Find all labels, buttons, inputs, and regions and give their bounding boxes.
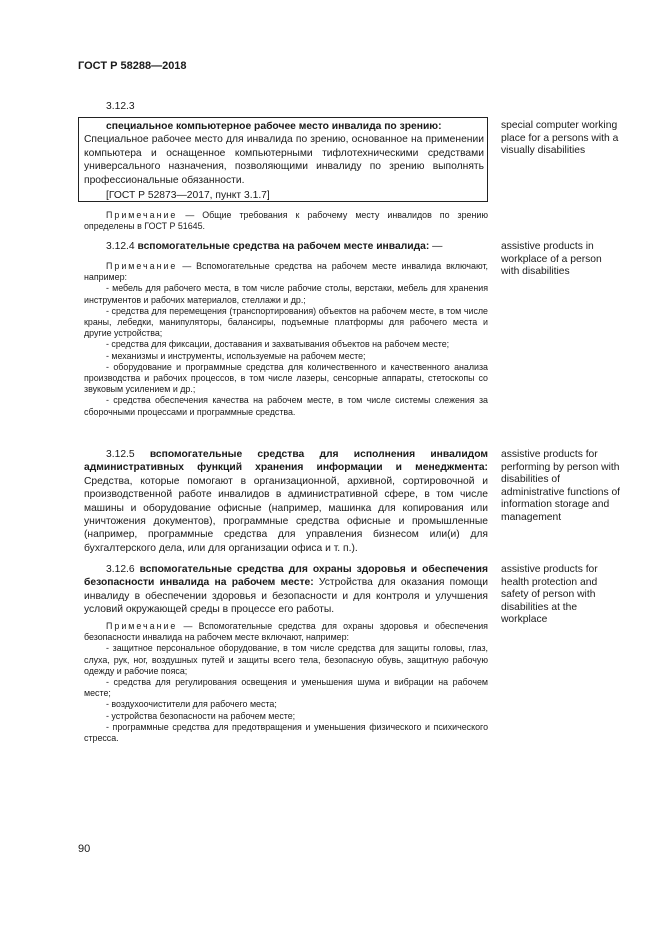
definition-3-12-5: Средства, которые помогают в организационной, архивной, сортировочной и производственной работе инвалидов в административной сфере, в том числе машины и оборудование офисные (например, машинка для копирования или уничтожения документов), программные средства офисные и промышленные (например, программные средства для управления бизнесом или(и) для бухгалтерского дела, или для организации офиса и т. п.).: [84, 475, 488, 554]
section-3-12-3-number: 3.12.3: [106, 101, 135, 112]
list-item: - средства для регулирования освещения и уменьшения шума и вибрации на рабочем месте;: [84, 677, 488, 699]
list-item: - оборудование и программные средства для количественного и качественного анализа производства и рабочих процессов, в том числе лазеры, сенсорные аппараты, стетоскопы со звуковым усилением и др.;: [84, 361, 488, 395]
note-3-12-6: Примечание — Вспомогательные средства для охраны здоровья и обеспечения безопасности инвалида на рабочем месте включают, например: - защитное персональное оборудование, в том числе средства для защиты головы, глаз, слуха, рук, ног, воздушных путей и защиты всего тела, безопасную обувь, защитную рабочую одежду и рабочие пояса; - средства для регулирования освещения и уменьшения шума и вибрации на рабочем месте; - воздухоочистители для рабочего места; - устройства безопасности на рабочем месте; - программные средства для предотвращения и уменьшения физического и психического стресса.: [84, 621, 488, 744]
section-3-12-4: 3.12.4 вспомогательные средства на рабочем месте инвалида: —: [106, 241, 443, 252]
list-item: - средства для фиксации, доставания и захватывания объектов на рабочем месте;: [106, 339, 450, 350]
definition-3-12-3: Специальное рабочее место для инвалида по зрению, основанное на применении компьютера и оснащенное компьютерными тифлотехническими средствами универсального назначения, позволяющими инвалиду по зрению выполнять профессиональные обязанности.: [84, 134, 484, 186]
section-3-12-6: 3.12.6 вспомогательные средства для охраны здоровья и обеспечения безопасности инвалида на рабочем месте: Устройства для оказания помощи инвалиду в обеспечении здоровья и безопасности и для контроля и улучшения условий окружающей среды в процессе его работы.: [84, 564, 489, 616]
note-3-12-3: Примечание — Общие требования к рабочему месту инвалидов по зрению определены в ГОСТ Р 51645.: [84, 210, 488, 232]
document-header: ГОСТ Р 58288—2018: [78, 60, 187, 72]
list-item: - механизмы и инструменты, используемые на рабочем месте;: [106, 350, 366, 361]
list-item: - программные средства для предотвращения и уменьшения физического и психического стресса.: [84, 721, 488, 744]
list-item: - устройства безопасности на рабочем месте;: [106, 710, 296, 721]
term-3-12-3: специальное компьютерное рабочее место инвалида по зрению:: [106, 121, 442, 132]
definition-box-content: [84, 120, 484, 202]
english-term-3-12-6: assistive products for health protection and safety of person with disabilities at the workplace: [501, 564, 598, 626]
term-3-12-4: вспомогательные средства на рабочем месте инвалида:: [137, 241, 430, 252]
english-term-3-12-5: assistive products for performing by person with disabilities of administrative functions of information storage and management: [501, 449, 621, 523]
list-item: - защитное персональное оборудование, в том числе средства для защиты головы, глаз, слуха, рук, ног, воздушных путей и защиты всего тела, безопасную обувь, защитную рабочую одежду и рабочие пояса;: [84, 643, 488, 676]
definition-3-12-6: Устройства для оказания помощи инвалиду в обеспечении здоровья и безопасности и для контроля и улучшения условий окружающей среды в процессе его работы.: [84, 577, 488, 616]
note-3-12-4: Примечание — Вспомогательные средства на рабочем месте инвалида включают, например: - мебель для рабочего места, в том числе рабочие столы, верстаки, мебель для хранения инструментов и рабочих материалов, стеллажи и др.; - средства для перемещения (транспортирования) объектов на рабочем месте, в том числе краны, лебедки, манипуляторы, балансиры, подъемные платформы для рабочего места и другие устройства; - средства для фиксации, доставания и захватывания объектов на рабочем месте; - механизмы и инструменты, используемые на рабочем месте; - оборудование и программные средства для количественного и качественного анализа производства и рабочих процессов, в том числе лазеры, сенсорные аппараты, стетоскопы со звуковым усилением и др.; - средства обеспечения качества на рабочем месте, в том числе системы слежения за сборочными процессами и программные средства.: [84, 261, 488, 417]
list-item: - воздухоочистители для рабочего места;: [106, 699, 277, 710]
english-term-3-12-3: special computer working place for a persons with a visually disabilities: [501, 120, 619, 157]
term-3-12-6: вспомогательные средства для охраны здоровья и обеспечения безопасности инвалида на рабочем месте:: [84, 564, 489, 589]
english-term-3-12-4: assistive products in workplace of a person with disabilities: [501, 241, 602, 278]
page-number: 90: [78, 843, 91, 855]
section-3-12-5: 3.12.5 вспомогательные средства для исполнения инвалидом административных функций хранения информации и менеджмента: Средства, которые помогают в организационной, архивной, сортировочной и производственной работе инвалидов в административной сфере, в том числе машины и оборудование офисные (например, машинка для копирования или уничтожения документов), программные средства офисные и промышленные (например, программные средства для управления бизнесом или(и) для бухгалтерского дела, или для организации офиса и т. п.).: [84, 449, 488, 554]
term-3-12-5: вспомогательные средства для исполнения инвалидом административных функций хранения информации и менеджмента:: [84, 449, 488, 474]
reference-3-12-3: [ГОСТ Р 52873—2017, пункт 3.1.7]: [106, 190, 270, 202]
list-item: - средства обеспечения качества на рабочем месте, в том числе системы слежения за сборочными процессами и программные средства.: [84, 395, 488, 417]
list-item: - мебель для рабочего места, в том числе рабочие столы, верстаки, мебель для хранения инструментов и рабочих материалов, стеллажи и др.;: [84, 283, 488, 305]
list-item: - средства для перемещения (транспортирования) объектов на рабочем месте, в том числе краны, лебедки, манипуляторы, балансиры, подъемные платформы для рабочего места и другие устройства;: [84, 305, 488, 339]
